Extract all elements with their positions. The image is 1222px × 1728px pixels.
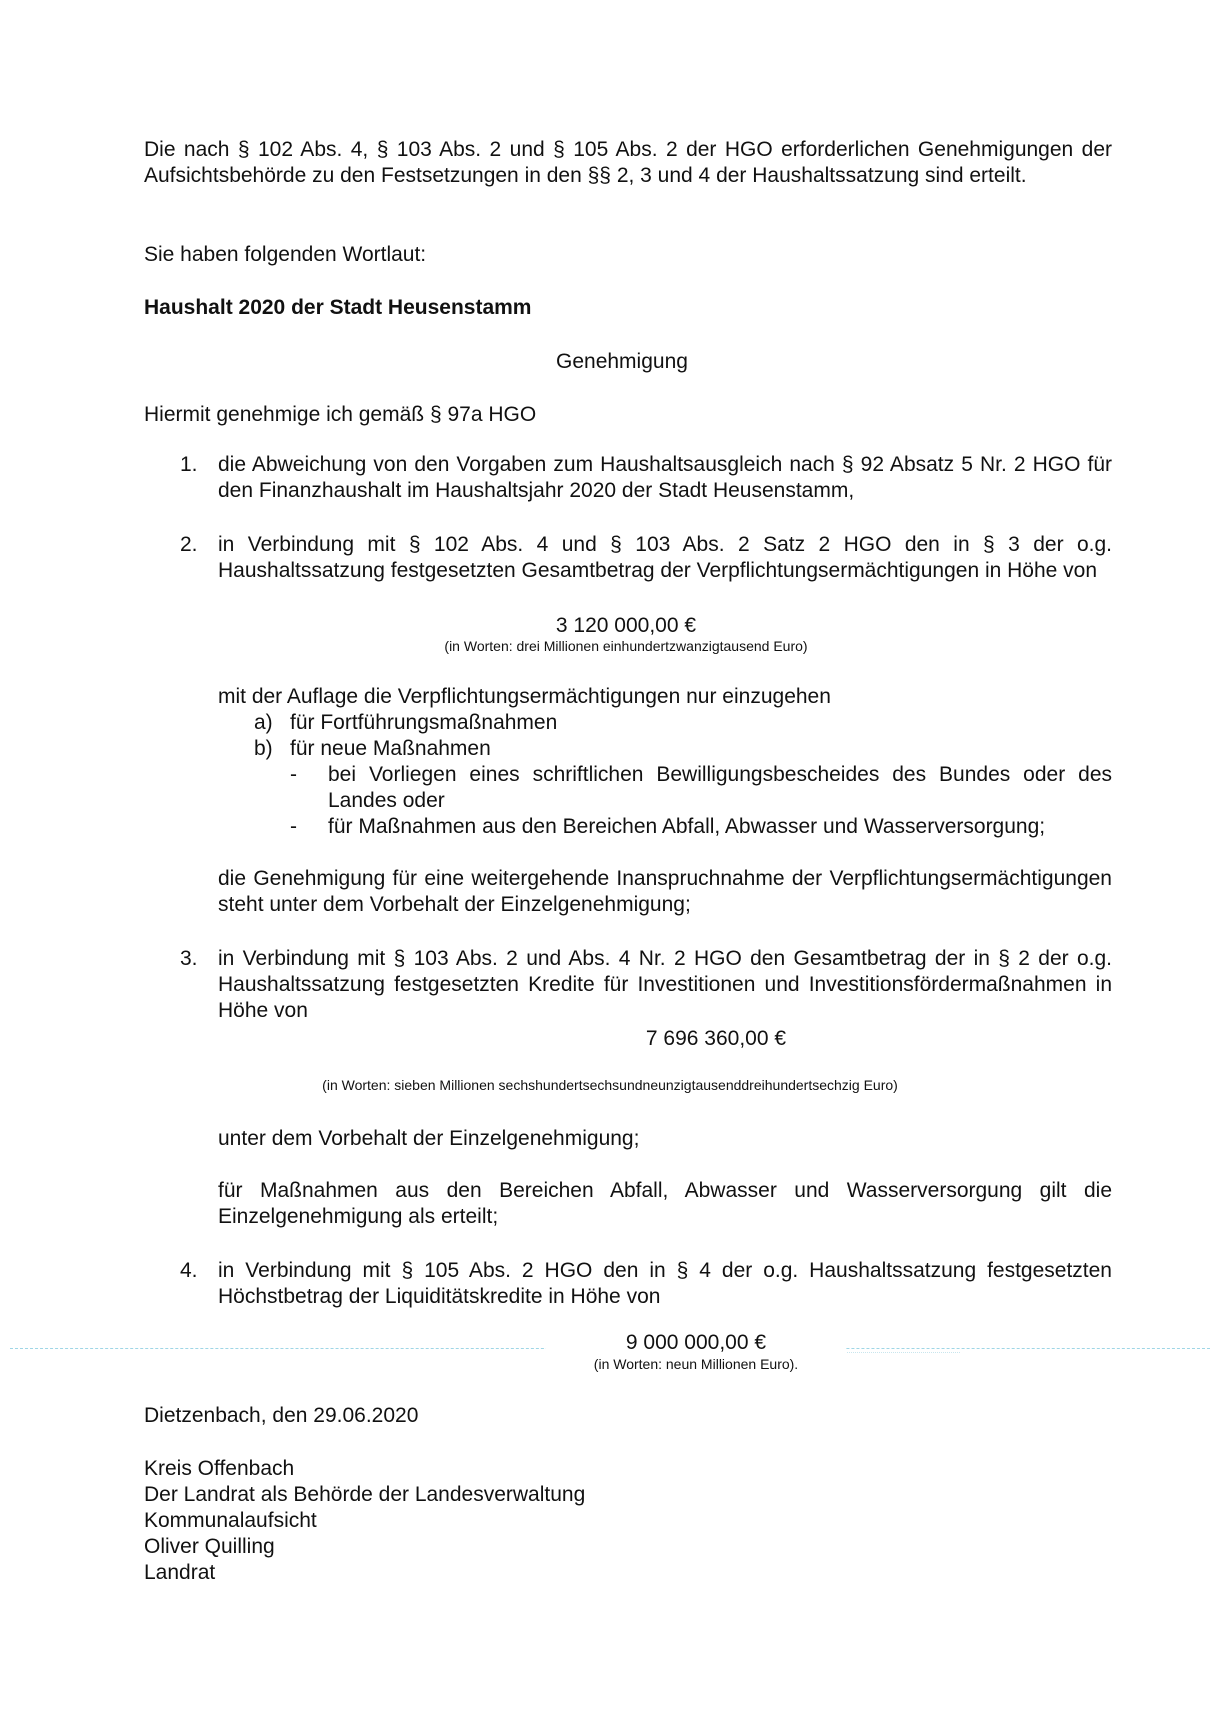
document-heading: Haushalt 2020 der Stadt Heusenstamm — [144, 296, 532, 319]
amount-2-words: (in Worten: sieben Millionen sechshundertsechsundneunzigtausenddreihundertsechzig Euro) — [322, 1077, 898, 1093]
amount-3: 9 000 000,00 € — [546, 1330, 846, 1356]
signature-line-role: Der Landrat als Behörde der Landesverwaltung — [144, 1483, 586, 1506]
amount-3-words: (in Worten: neun Millionen Euro). — [593, 1356, 799, 1372]
dash-item-2 — [290, 814, 1112, 840]
item-2-closing: die Genehmigung für eine weitergehende Inanspruchnahme der Verpflichtungsermächtigungen steht unter dem Vorbehalt der Einzelgenehmigung; — [218, 867, 1112, 916]
amount-1: 3 120 000,00 € — [555, 614, 697, 637]
dash-item-1 — [290, 762, 1112, 814]
list-item-4 — [180, 1258, 1112, 1310]
list-item-text: in Verbindung mit § 105 Abs. 2 HGO den in § 4 der o.g. Haushaltssatzung festgesetzten Höchstbetrag der Liquiditätskredite in Höhe von — [218, 1259, 1112, 1308]
sub-item-a — [254, 710, 854, 736]
amount-2: 7 696 360,00 € — [645, 1027, 787, 1050]
list-number: 4. — [180, 1259, 198, 1282]
auflage-line: mit der Auflage die Verpflichtungsermächtigungen nur einzugehen — [218, 685, 831, 708]
genehmigung-title: Genehmigung — [556, 350, 688, 373]
signature-line-department: Kommunalaufsicht — [144, 1509, 317, 1532]
signature-block — [144, 1456, 944, 1586]
dash-marker: - — [290, 815, 297, 838]
list-item-1 — [180, 452, 1112, 504]
wortlaut-line: Sie haben folgenden Wortlaut: — [144, 243, 427, 266]
list-number: 3. — [180, 947, 198, 970]
signature-line-authority: Kreis Offenbach — [144, 1457, 295, 1480]
list-number: 1. — [180, 453, 198, 476]
dash-item-text: bei Vorliegen eines schriftlichen Bewilligungsbescheides des Bundes oder des Landes oder — [328, 763, 1112, 812]
place-date: Dietzenbach, den 29.06.2020 — [144, 1404, 419, 1427]
list-item-3 — [180, 946, 1112, 1024]
intro-paragraph: Die nach § 102 Abs. 4, § 103 Abs. 2 und § 105 Abs. 2 der HGO erforderlichen Genehmigungen der Aufsichtsbehörde zu den Festsetzungen in den §§ 2, 3 und 4 der Haushaltssatzung sind erteilt. — [144, 138, 1112, 187]
sub-item-label: b) — [254, 737, 273, 760]
amount-1-words: (in Worten: drei Millionen einhundertzwanzigtausend Euro) — [444, 638, 808, 654]
sub-item-text: für Fortführungsmaßnahmen — [290, 711, 558, 734]
signature-line-title: Landrat — [144, 1561, 216, 1584]
sub-item-b — [254, 736, 854, 762]
hiermit-line: Hiermit genehmige ich gemäß § 97a HGO — [144, 403, 537, 426]
dash-marker: - — [290, 763, 297, 786]
sub-item-label: a) — [254, 711, 273, 734]
signature-line-name: Oliver Quilling — [144, 1535, 275, 1558]
vorbehalt-line: unter dem Vorbehalt der Einzelgenehmigung; — [218, 1127, 640, 1150]
list-item-text: in Verbindung mit § 103 Abs. 2 und Abs. 4 Nr. 2 HGO den Gesamtbetrag der in § 2 der o.g. Haushaltssatzung festgesetzten Kredite für Investitionen und Investitionsfördermaßnahmen in Höhe von — [218, 947, 1112, 1022]
list-item-text: in Verbindung mit § 102 Abs. 4 und § 103 Abs. 2 Satz 2 HGO den in § 3 der o.g. Haushaltssatzung festgesetzten Gesamtbetrag der Verpflichtungsermächtigungen in Höhe von — [218, 533, 1112, 582]
list-item-2 — [180, 532, 1112, 584]
dash-item-text: für Maßnahmen aus den Bereichen Abfall, Abwasser und Wasserversorgung; — [328, 815, 1046, 838]
item-3-closing: für Maßnahmen aus den Bereichen Abfall, Abwasser und Wasserversorgung gilt die Einzelgenehmigung als erteilt; — [218, 1179, 1112, 1228]
list-item-text: die Abweichung von den Vorgaben zum Haushaltsausgleich nach § 92 Absatz 5 Nr. 2 HGO für den Finanzhaushalt im Haushaltsjahr 2020 der Stadt Heusenstamm, — [218, 453, 1112, 502]
list-number: 2. — [180, 533, 198, 556]
sub-item-text: für neue Maßnahmen — [290, 737, 491, 760]
